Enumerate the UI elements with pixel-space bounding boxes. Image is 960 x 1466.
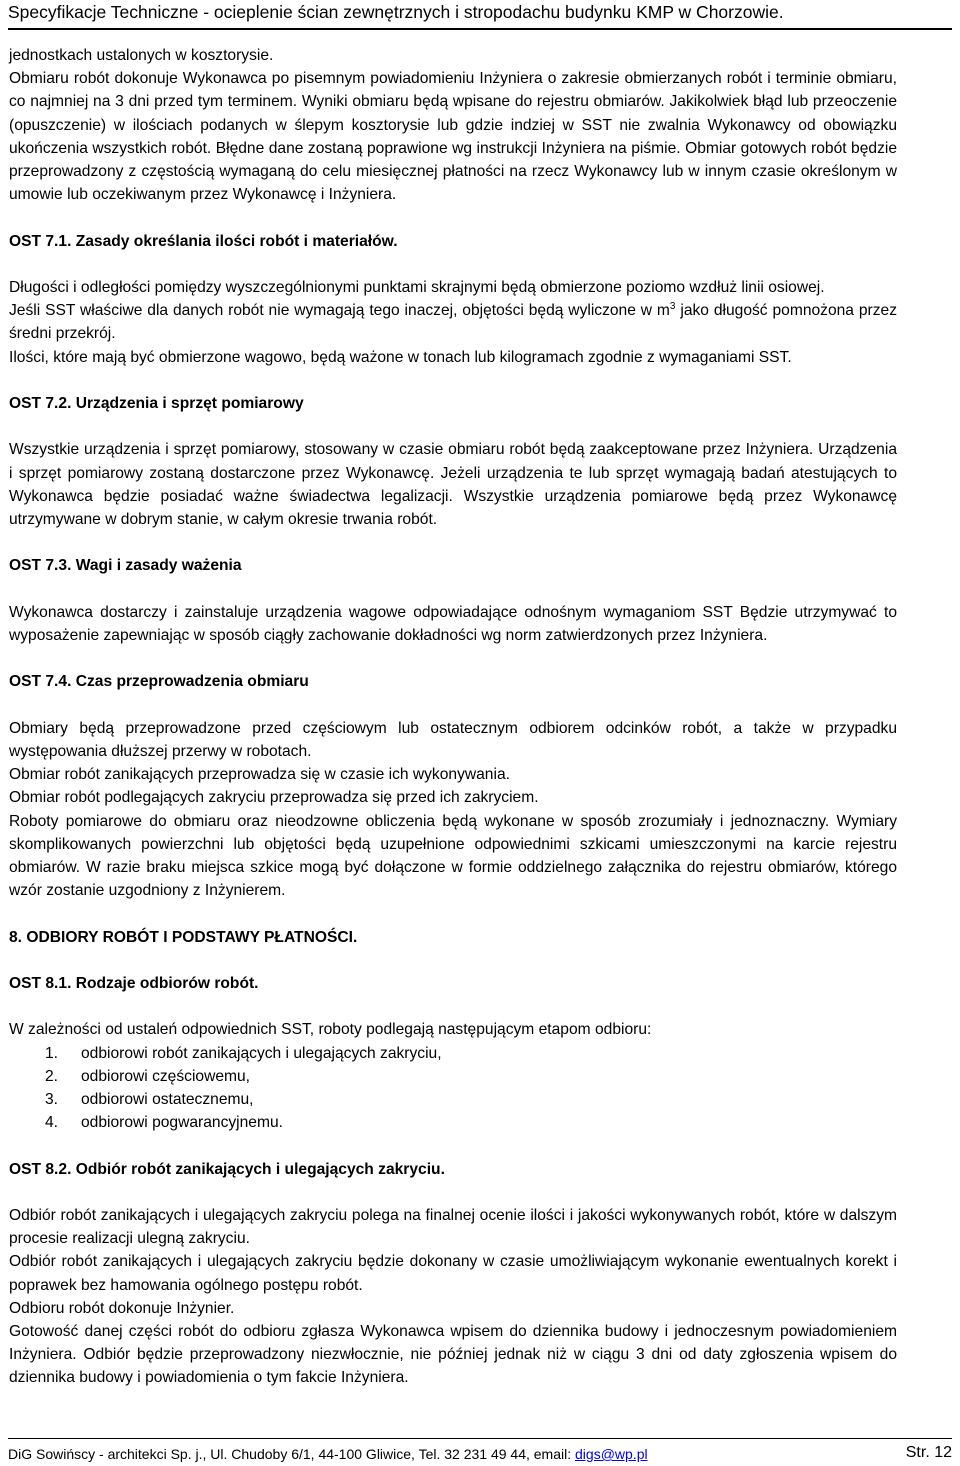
section-heading-7-2: OST 7.2. Urządzenia i sprzęt pomiarowy: [9, 395, 304, 412]
section-heading-7-4: OST 7.4. Czas przeprowadzenia obmiaru: [9, 673, 309, 691]
list-number: 1.: [45, 1044, 59, 1062]
chapter-heading-8: 8. ODBIORY ROBÓT I PODSTAWY PŁATNOŚCI.: [9, 928, 358, 946]
paragraph: Obmiar robót zanikających przeprowadza się w czasie ich wykonywania.: [9, 766, 510, 784]
paragraph: Jeśli SST właściwe dla danych robót nie wymagają tego inaczej, objętości będą wyliczone w $m^3$ jako długość pomnożona przez średni przekrój.: [9, 301, 897, 343]
list-item: [9, 1111, 897, 1134]
section-heading-8-1: OST 8.1. Rodzaje odbiorów robót.: [9, 974, 259, 992]
paragraph: Odbioru robót dokonuje Inżynier.: [9, 1299, 235, 1317]
section-heading-8-2: OST 8.2. Odbiór robót zanikających i ulegających zakryciu.: [9, 1160, 445, 1178]
paragraph: jednostkach ustalonych w kosztorysie.: [9, 47, 274, 64]
paragraph: Obmiary będą przeprowadzone przed częściowym lub ostatecznym odbiorem odcinków robót, a także w przypadku występowania dłuższej przerwy w robotach.: [9, 719, 897, 760]
paragraph: Długości i odległości pomiędzy wyszczególnionymi punktami skrajnymi będą obmierzone poziomo wzdłuż linii osiowej.: [9, 279, 825, 296]
list-item: [9, 1088, 897, 1111]
paragraph: Wszystkie urządzenia i sprzęt pomiarowy, stosowany w czasie obmiaru robót będą zaakceptowane przez Inżyniera. Urządzenia i sprzęt pomiarowy zostaną dostarczone przez Wykonawcę. Jeżeli urządzenia te lub sprzęt wymagają badań atestujących to Wykonawca będzie posiadać ważne świadectwa legalizacji. Wszystkie urządzenia pomiarowe będą przez Wykonawcę utrzymywane w dobrym stanie, w całym okresie trwania robót.: [9, 441, 897, 528]
list-text: odbiorowi częściowemu,: [81, 1067, 251, 1085]
acceptance-stage-list: [9, 1042, 897, 1135]
document-title: Specyfikacje Techniczne - ocieplenie ścian zewnętrznych i stropodachu budynku KMP w Chorzowie.: [8, 2, 784, 22]
superscript: 3: [669, 301, 676, 313]
list-text: odbiorowi robót zanikających i ulegających zakryciu,: [81, 1044, 442, 1062]
section-heading-7-3: OST 7.3. Wagi i zasady ważenia: [9, 557, 242, 575]
paragraph: Obmiar robót podlegających zakryciu przeprowadza się przed ich zakryciem.: [9, 789, 539, 807]
paragraph: Ilości, które mają być obmierzone wagowo, będą ważone w tonach lub kilogramach zgodnie z wymaganiami SST.: [9, 348, 792, 366]
list-text: odbiorowi ostatecznemu,: [81, 1090, 254, 1108]
list-number: 2.: [45, 1067, 59, 1085]
paragraph: Odbiór robót zanikających i ulegających zakryciu będzie dokonany w czasie umożliwiającym wykonanie ewentualnych korekt i poprawek bez hamowania ogólnego postępu robót.: [9, 1253, 897, 1294]
paragraph: Obmiaru robót dokonuje Wykonawca po pisemnym powiadomieniu Inżyniera o zakresie obmierzanych robót i terminie obmiaru, co najmniej na 3 dni przed tym terminem. Wyniki obmiaru będą wpisane do rejestru obmiarów. Jakikolwiek błąd lub przeoczenie (opuszczenie) w ilościach podanych w ślepym kosztorysie lub gdzie indziej w SST nie zwalnia Wykonawcy od obowiązku ukończenia wszystkich robót. Błędne dane zostaną poprawione wg instrukcji Inżyniera na piśmie. Obmiar gotowych robót będzie przeprowadzony z częstością wymaganą do celu miesięcznej płatności na rzecz Wykonawcy lub w innym czasie określonym w umowie lub oczekiwanym przez Wykonawcę i Inżyniera.: [9, 70, 897, 204]
paragraph: Wykonawca dostarczy i zainstaluje urządzenia wagowe odpowiadające odnośnym wymaganiom SST Będzie utrzymywać to wyposażenie zapewniając w sposób ciągły zachowanie dokładności wg norm zatwierdzonych przez Inżyniera.: [9, 603, 897, 644]
footer-contact: DiG Sowińscy - architekci Sp. j., Ul. Chudoby 6/1, 44-100 Gliwice, Tel. 32 231 49 44, email: digs@wp.pl: [8, 1446, 648, 1462]
list-item: [9, 1042, 897, 1065]
document-body: [9, 44, 897, 1390]
list-item: [9, 1065, 897, 1088]
paragraph: W zależności od ustaleń odpowiednich SST, roboty podlegają następującym etapom odbioru:: [9, 1021, 652, 1039]
list-text: odbiorowi pogwarancyjnemu.: [81, 1114, 283, 1132]
paragraph: Odbiór robót zanikających i ulegających zakryciu polega na finalnej ocenie ilości i jakości wykonywanych robót, które w dalszym procesie realizacji ulegną zakryciu.: [9, 1206, 897, 1248]
paragraph: Gotowość danej części robót do odbioru zgłasza Wykonawca wpisem do dziennika budowy i jednoczesnym powiadomieniem Inżyniera. Odbiór będzie przeprowadzony niezwłocznie, nie później jednak niż w ciągu 3 dni od daty zgłoszenia wpisem do dziennika budowy i powiadomienia o tym fakcie Inżyniera.: [9, 1322, 897, 1387]
page-number: Str. 12: [905, 1444, 952, 1461]
paragraph: Roboty pomiarowe do obmiaru oraz nieodzowne obliczenia będą wykonane w sposób zrozumiały i jednoznaczny. Wymiary skomplikowanych powierzchni lub objętości będą uzupełnione odpowiednimi szkicami umieszczonymi na karcie rejestru obmiarów. W razie braku miejsca szkice mogą być dołączone w formie oddzielnego załącznika do rejestru obmiarów, którego wzór zostanie uzgodniony z Inżynierem.: [9, 812, 897, 900]
email-link[interactable]: digs@wp.pl: [575, 1446, 648, 1462]
list-number: 3.: [45, 1090, 59, 1108]
section-heading-7-1: OST 7.1. Zasady określania ilości robót i materiałów.: [9, 232, 398, 250]
page-header: [8, 0, 952, 30]
page-footer: [8, 1438, 952, 1466]
list-number: 4.: [45, 1114, 59, 1132]
